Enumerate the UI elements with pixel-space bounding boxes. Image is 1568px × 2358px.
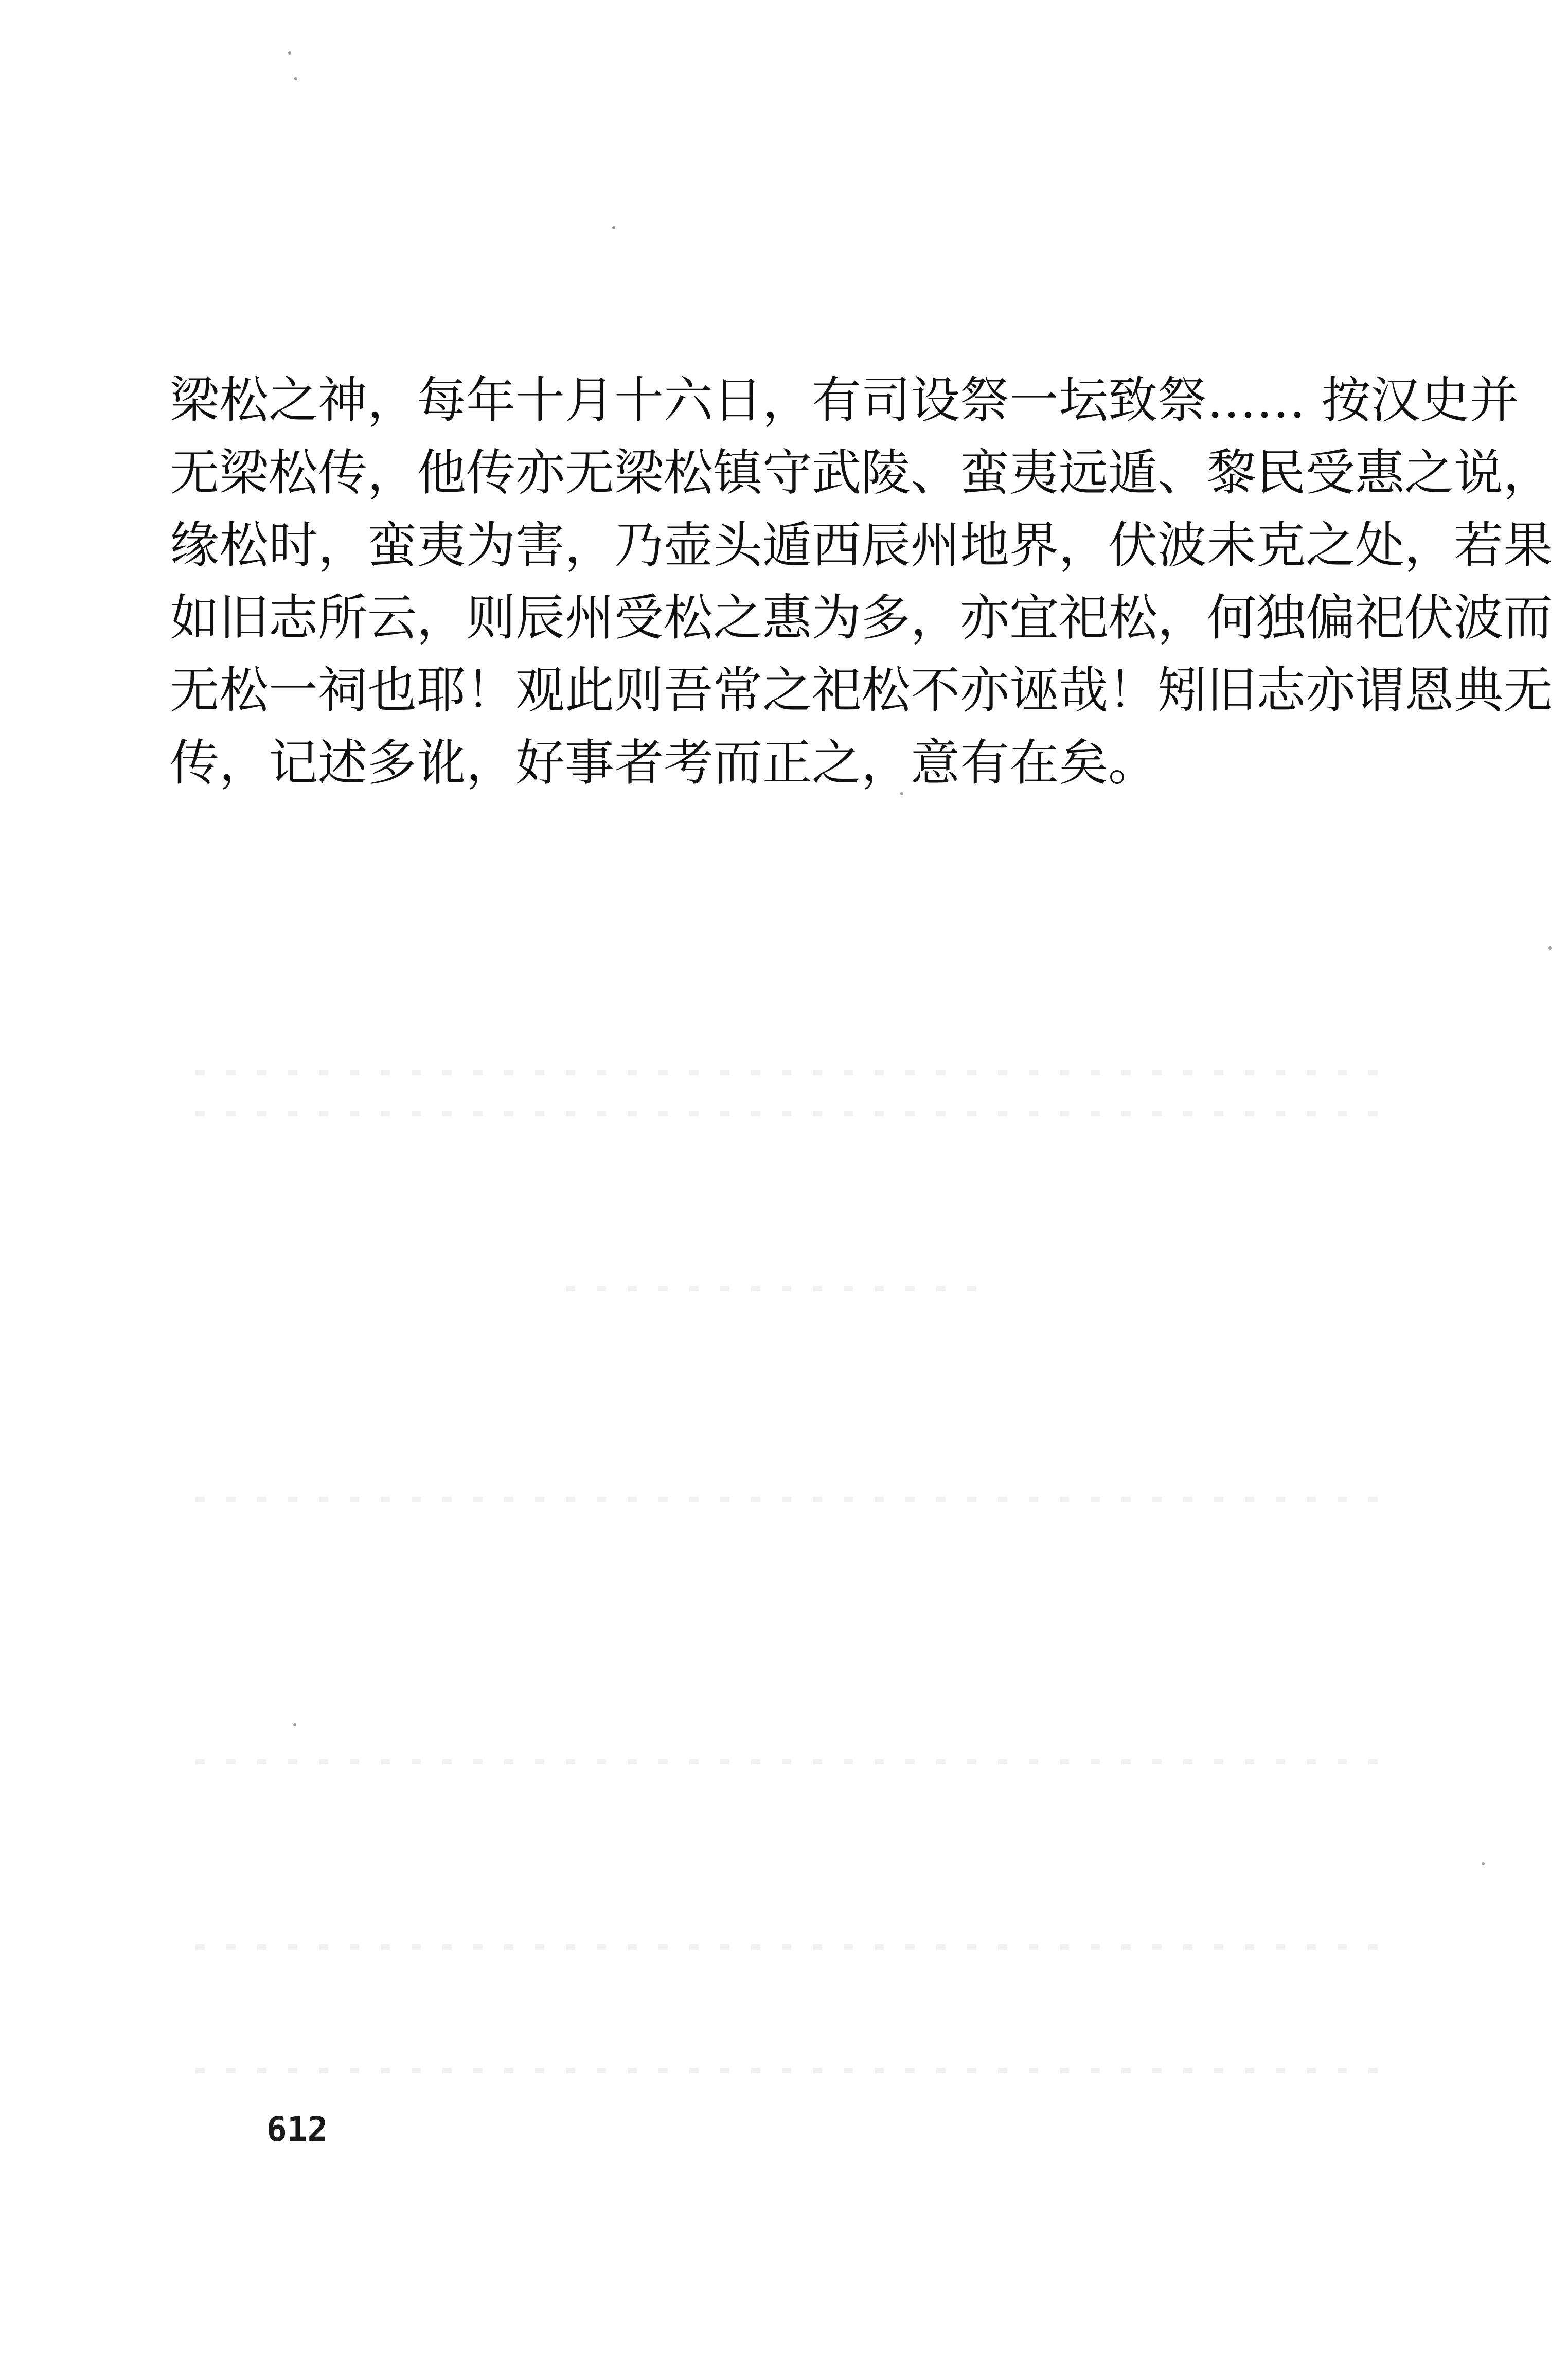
text-line: 传，记述多讹，好事者考而正之，意有在矣。 <box>170 734 1157 792</box>
text-line: 如旧志所云，则辰州受松之惠为多，亦宜祀松，何独偏祀伏波而 <box>170 589 1553 647</box>
bleed-through <box>566 1286 977 1291</box>
body-text <box>170 364 1553 799</box>
scan-speck <box>1482 1862 1485 1865</box>
bleed-through <box>195 1497 1379 1502</box>
text-line: 梁松之神，每年十月十六日，有司设祭一坛致祭…… 按汉史并 <box>170 371 1519 429</box>
scan-speck <box>288 51 291 55</box>
text-line: 无梁松传，他传亦无梁松镇守武陵、蛮夷远遁、黎民受惠之说， <box>170 444 1553 502</box>
bleed-through <box>195 1111 1379 1116</box>
bleed-through <box>195 1944 1379 1950</box>
text-line: 无松一祠也耶！观此则吾常之祀松不亦诬哉！矧旧志亦谓恩典无 <box>170 662 1553 719</box>
bleed-through <box>195 2068 1379 2073</box>
scan-speck <box>293 1723 296 1726</box>
bleed-through <box>195 1759 1379 1764</box>
page-number: 612 <box>266 2110 328 2149</box>
scan-speck <box>1548 946 1552 950</box>
scan-speck <box>294 77 297 80</box>
scan-speck <box>612 226 615 229</box>
bleed-through <box>195 1070 1379 1075</box>
text-line: 缘松时，蛮夷为害，乃壶头遁西辰州地界，伏波未克之处，若果 <box>170 516 1553 574</box>
